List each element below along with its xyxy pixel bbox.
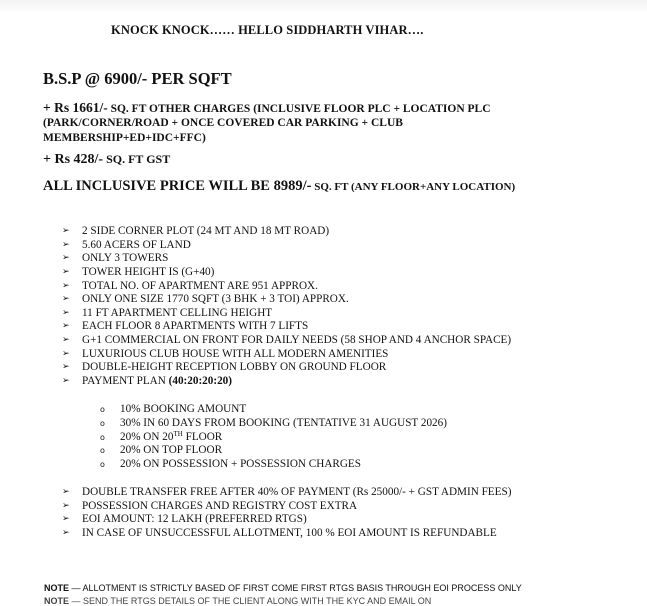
- note-text: — SEND THE RTGS DETAILS OF THE CLIENT ALONG WITH THE KYC AND EMAIL ON: [69, 596, 432, 606]
- circle-bullet-icon: o: [100, 405, 105, 414]
- other-charges-line1: [43, 100, 491, 116]
- allotment-note: [44, 583, 522, 593]
- other-charges-line3: MEMBERSHIP+ED+IDC+FFC): [43, 132, 206, 144]
- all-inclusive-unit: SQ. FT (ANY FLOOR+ANY LOCATION): [311, 181, 516, 193]
- list-item: ➢ DOUBLE-HEIGHT RECEPTION LOBBY ON GROUND FLOOR: [62, 361, 387, 374]
- list-item: ➢ TOWER HEIGHT IS (G+40): [62, 265, 215, 278]
- ordinal-suffix: TH: [173, 429, 183, 438]
- list-item: ➢ EACH FLOOR 8 APARTMENTS WITH 7 LIFTS: [62, 320, 309, 333]
- other-charges-line2: (PARK/CORNER/ROAD + ONCE COVERED CAR PARKING + CLUB: [43, 117, 403, 129]
- list-item: o 20% ON POSSESSION + POSSESSION CHARGES: [100, 458, 361, 470]
- list-item: ➢ POSSESSION CHARGES AND REGISTRY COST EXTRA: [62, 499, 358, 512]
- arrow-bullet-icon: ➢: [62, 280, 70, 291]
- list-item: ➢ IN CASE OF UNSUCCESSFUL ALLOTMENT, 100 % EOI AMOUNT IS REFUNDABLE: [62, 526, 497, 539]
- arrow-bullet-icon: ➢: [62, 307, 70, 318]
- list-item: ➢ 11 FT APARTMENT CELLING HEIGHT: [62, 306, 273, 319]
- gst-amount: + Rs 428/-: [43, 152, 104, 167]
- payment-plan-ratio: (40:20:20:20): [168, 375, 233, 388]
- list-item: ➢ TOTAL NO. OF APARTMENT ARE 951 APPROX.: [62, 279, 318, 292]
- gst-unit: SQ. FT GST: [103, 152, 171, 166]
- arrow-bullet-icon: ➢: [62, 335, 70, 346]
- circle-bullet-icon: o: [100, 446, 105, 456]
- arrow-bullet-icon: ➢: [62, 321, 70, 332]
- payment-plan-item: [62, 375, 511, 389]
- other-charges-desc: SQ. FT OTHER CHARGES (INCLUSIVE FLOOR PLC + LOCATION PLC: [107, 103, 491, 115]
- list-item: ➢ ONLY 3 TOWERS: [62, 252, 169, 265]
- feature-list: [62, 225, 511, 389]
- list-item: ➢ 2 SIDE CORNER PLOT (24 MT AND 18 MT ROAD): [62, 225, 330, 237]
- all-inclusive-line: [43, 178, 515, 195]
- arrow-bullet-icon: ➢: [62, 226, 70, 236]
- arrow-bullet-icon: ➢: [62, 253, 70, 264]
- terms-list: [62, 486, 511, 541]
- arrow-bullet-icon: ➢: [62, 239, 70, 250]
- list-item: o 10% BOOKING AMOUNT: [100, 403, 247, 415]
- rtgs-note: [44, 596, 431, 606]
- top-edge: [0, 0, 647, 14]
- list-item: ➢ DOUBLE TRANSFER FREE AFTER 40% OF PAYMENT (Rs 25000/- + GST ADMIN FEES): [62, 486, 512, 498]
- list-item: ➢ ONLY ONE SIZE 1770 SQFT (3 BHK + 3 TOI) APPROX.: [62, 293, 349, 306]
- arrow-bullet-icon: ➢: [62, 487, 70, 497]
- arrow-bullet-icon: ➢: [62, 294, 70, 305]
- list-item: o 20% ON TOP FLOOR: [100, 444, 223, 457]
- payment-schedule-list: [100, 403, 447, 472]
- circle-bullet-icon: o: [100, 432, 105, 442]
- note-text: — ALLOTMENT IS STRICTLY BASED OF FIRST COME FIRST RTGS BASIS THROUGH EOI PROCESS ONLY: [69, 583, 522, 593]
- all-inclusive-price: ALL INCLUSIVE PRICE WILL BE 8989/-: [43, 178, 312, 194]
- note-label: NOTE: [44, 583, 70, 593]
- bsp-price: B.S.P @ 6900/- PER SQFT: [43, 69, 232, 88]
- circle-bullet-icon: o: [100, 460, 105, 469]
- list-item: ➢ LUXURIOUS CLUB HOUSE WITH ALL MODERN AMENITIES: [62, 347, 389, 360]
- arrow-bullet-icon: ➢: [62, 266, 70, 277]
- list-item: o 30% IN 60 DAYS FROM BOOKING (TENTATIVE 31 AUGUST 2026): [100, 416, 447, 429]
- payment-plan-label: PAYMENT PLAN: [82, 375, 169, 388]
- other-charges-amount: + Rs 1661/-: [43, 100, 108, 115]
- list-item: ➢ G+1 COMMERCIAL ON FRONT FOR DAILY NEEDS (58 SHOP AND 4 ANCHOR SPACE): [62, 334, 512, 347]
- headline: KNOCK KNOCK…… HELLO SIDDHARTH VIHAR….: [111, 23, 424, 37]
- arrow-bullet-icon: ➢: [62, 362, 70, 373]
- list-item: o 20% ON 20TH FLOOR: [100, 429, 223, 443]
- list-item: ➢ 5.60 ACERS OF LAND: [62, 238, 191, 251]
- arrow-bullet-icon: ➢: [62, 348, 70, 359]
- list-item: ➢ EOI AMOUNT: 12 LAKH (PREFERRED RTGS): [62, 513, 307, 526]
- circle-bullet-icon: o: [100, 418, 105, 428]
- arrow-bullet-icon: ➢: [62, 500, 70, 511]
- gst-line: [43, 152, 170, 168]
- note-label: NOTE: [44, 596, 70, 606]
- arrow-bullet-icon: ➢: [62, 527, 70, 538]
- arrow-bullet-icon: ➢: [62, 376, 70, 387]
- other-charges-continued: [43, 116, 403, 146]
- arrow-bullet-icon: ➢: [62, 514, 70, 525]
